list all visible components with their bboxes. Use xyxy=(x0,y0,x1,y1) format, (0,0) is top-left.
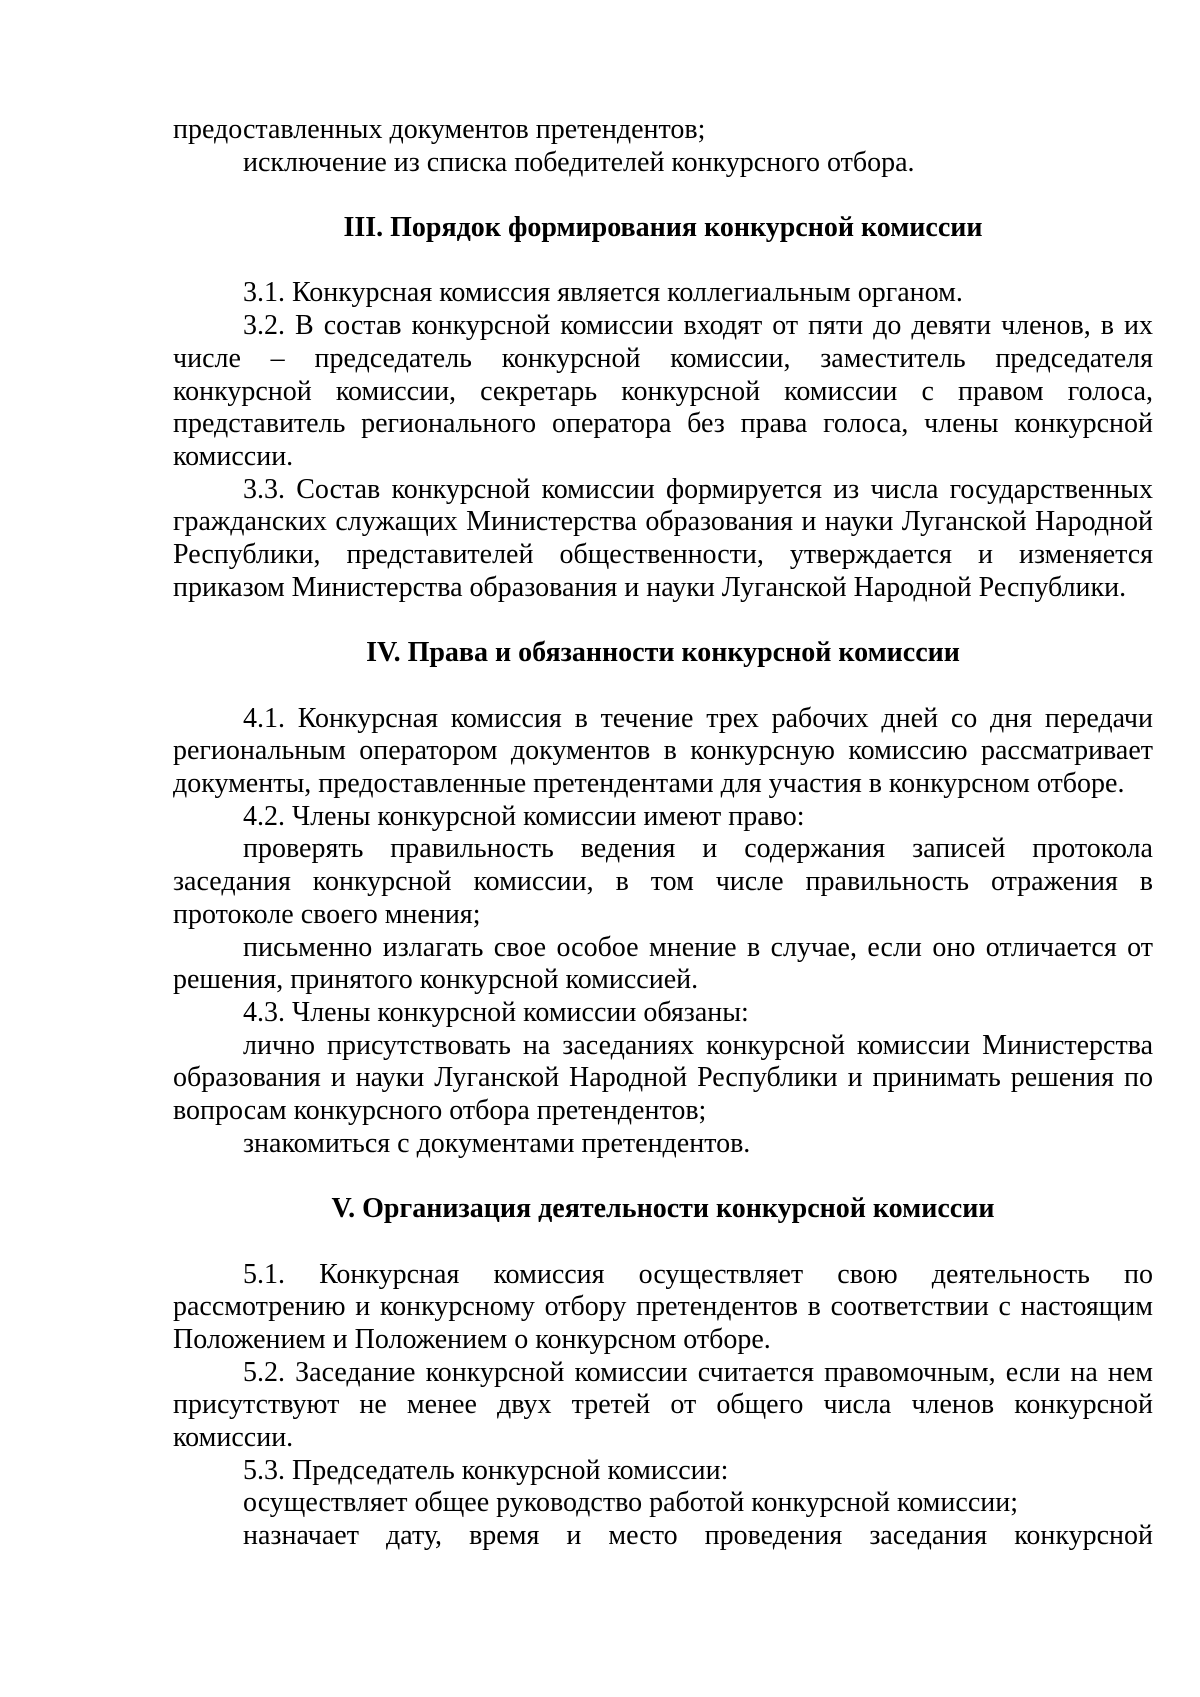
paragraph: письменно излагать свое особое мнение в случае, если оно отличается от решения, принятого конкурсной комиссией. xyxy=(173,931,1153,996)
section-heading-3: III. Порядок формирования конкурсной комиссии xyxy=(343,212,983,244)
paragraph: предоставленных документов претендентов; xyxy=(173,114,706,145)
paragraph: осуществляет общее руководство работой конкурсной комиссии; xyxy=(243,1487,1018,1519)
spacer xyxy=(173,179,1153,212)
paragraph: 4.3. Члены конкурсной комиссии обязаны: xyxy=(243,996,749,1028)
spacer xyxy=(173,605,1153,638)
document-page xyxy=(173,114,1153,1553)
paragraph: 3.2. В состав конкурсной комиссии входят от пяти до девяти членов, в их числе – председатель конкурсной комиссии, заместитель председателя конкурсной комиссии, секретарь конкурсной комиссии с правом голоса, представитель регионального оператора без права голоса, члены конкурсной комиссии. xyxy=(173,310,1153,472)
section-heading-5: V. Организация деятельности конкурсной комиссии xyxy=(331,1193,995,1225)
paragraph: 3.1. Конкурсная комиссия является коллегиальным органом. xyxy=(243,277,963,309)
spacer xyxy=(173,670,1153,703)
paragraph: знакомиться с документами претендентов. xyxy=(243,1127,751,1159)
paragraph: 4.1. Конкурсная комиссия в течение трех рабочих дней со дня передачи региональным оператором документов в конкурсную комиссию рассматривает документы, предоставленные претендентами для участия в конкурсном отборе. xyxy=(173,702,1153,799)
paragraph: 4.2. Члены конкурсной комиссии имеют право: xyxy=(243,800,805,832)
paragraph: 3.3. Состав конкурсной комиссии формируется из числа государственных гражданских служащих Министерства образования и науки Луганской Народной Республики, представителей общественности, утверждается и изменяется приказом Министерства образования и науки Луганской Народной Республики. xyxy=(173,473,1153,603)
spacer xyxy=(173,1226,1153,1259)
spacer xyxy=(173,245,1153,278)
section-heading-4: IV. Права и обязанности конкурсной комиссии xyxy=(366,637,960,669)
paragraph: 5.2. Заседание конкурсной комиссии считается правомочным, если на нем присутствуют не менее двух третей от общего числа членов конкурсной комиссии. xyxy=(173,1356,1153,1454)
spacer xyxy=(173,1160,1153,1193)
paragraph: 5.3. Председатель конкурсной комиссии: xyxy=(243,1454,729,1486)
paragraph: 5.1. Конкурсная комиссия осуществляет свою деятельность по рассмотрению и конкурсному отбору претендентов в соответствии с настоящим Положением и Положением о конкурсном отборе. xyxy=(173,1258,1153,1355)
paragraph: лично присутствовать на заседаниях конкурсной комиссии Министерства образования и науки Луганской Народной Республики и принимать решения по вопросам конкурсного отбора претендентов; xyxy=(173,1029,1153,1127)
paragraph: исключение из списка победителей конкурсного отбора. xyxy=(243,146,915,178)
paragraph: проверять правильность ведения и содержания записей протокола заседания конкурсной комиссии, в том числе правильность отражения в протоколе своего мнения; xyxy=(173,833,1153,930)
paragraph: назначает дату, время и место проведения заседания конкурсной xyxy=(243,1520,1153,1552)
